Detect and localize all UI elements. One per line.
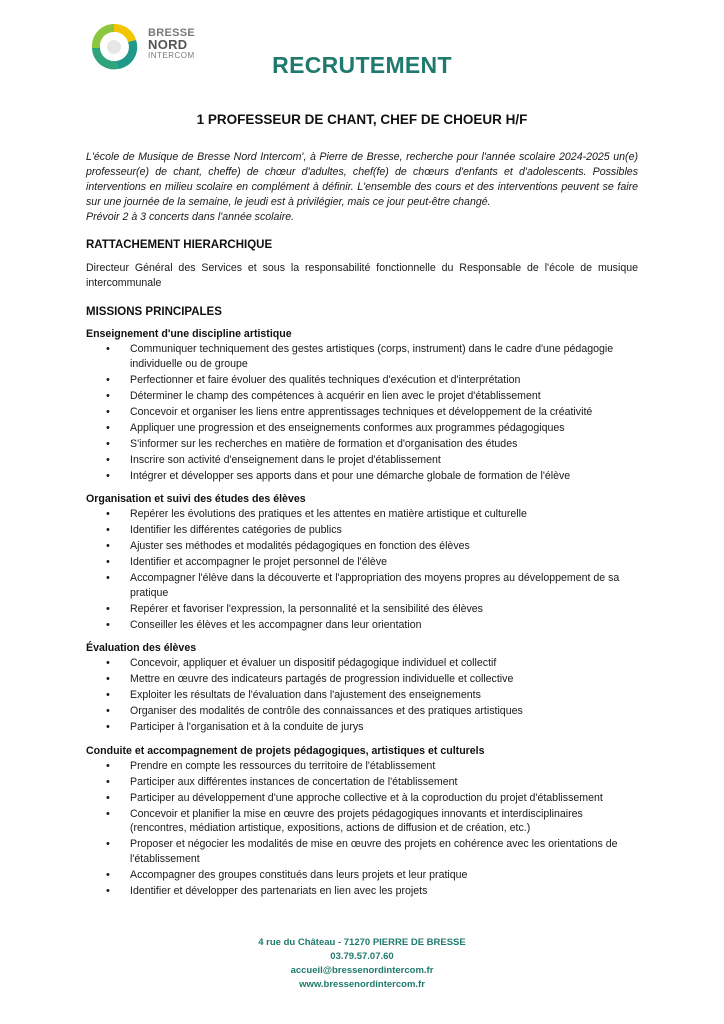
footer-phone: 03.79.57.07.60 (330, 951, 394, 962)
list-item: • Repérer et favoriser l'expression, la personnalité et la sensibilité des élèves (86, 602, 638, 617)
mission-section (86, 328, 638, 483)
list-item: • Identifier et accompagner le projet personnel de l'élève (86, 555, 638, 570)
document-body (86, 150, 638, 908)
rattachement-text: Directeur Général des Services et sous la responsabilité fonctionnelle du Responsable de l'école de musique intercommunale (86, 262, 638, 289)
mission-section (86, 493, 638, 632)
intro-concerts: Prévoir 2 à 3 concerts dans l'année scolaire. (86, 211, 295, 223)
list-item: • Perfectionner et faire évoluer des qualités techniques d'exécution et d'interprétation (86, 373, 638, 388)
mission-list (86, 759, 638, 899)
list-item: • Intégrer et développer ses apports dans et pour une démarche globale de formation de l'élève (86, 469, 638, 484)
list-item: • Concevoir et planifier la mise en œuvre des projets pédagogiques innovants et interdisciplinaires (rencontres, médiation artistique, expositions, actions de diffusion et de création, etc.) (86, 807, 638, 836)
mission-section-title: Évaluation des élèves (86, 642, 197, 654)
list-item: • Identifier les différentes catégories de publics (86, 523, 638, 538)
list-item: • Appliquer une progression et des enseignements conformes aux programmes pédagogiques (86, 421, 638, 436)
page-title: RECRUTEMENT (272, 52, 452, 78)
list-item: • Mettre en œuvre des indicateurs partagés de progression individuelle et collective (86, 672, 638, 687)
logo-text-bresse: BRESSE (148, 27, 196, 39)
list-item: • Participer à l'organisation et à la conduite de jurys (86, 720, 638, 735)
list-item: • Accompagner des groupes constitués dans leurs projets et leur pratique (86, 868, 638, 883)
mission-section-title: Organisation et suivi des études des élèves (86, 493, 306, 505)
list-item: • Concevoir, appliquer et évaluer un dispositif pédagogique individuel et collectif (86, 656, 638, 671)
footer-address: 4 rue du Château - 71270 PIERRE DE BRESSE (258, 937, 466, 948)
list-item: • S'informer sur les recherches en matière de formation et d'organisation des études (86, 437, 638, 452)
intro-paragraph (86, 150, 638, 225)
logo-text-intercom: INTERCOM (148, 51, 195, 60)
list-item: • Organiser des modalités de contrôle des connaissances et des pratiques artistiques (86, 704, 638, 719)
mission-list (86, 507, 638, 632)
list-item: • Prendre en compte les ressources du territoire de l'établissement (86, 759, 638, 774)
rattachement-heading: RATTACHEMENT HIERARCHIQUE (86, 239, 273, 251)
list-item: • Accompagner l'élève dans la découverte et l'appropriation des moyens propres au développement de sa pratique (86, 571, 638, 600)
list-item: • Déterminer le champ des compétences à acquérir en lien avec le projet d'établissement (86, 389, 638, 404)
list-item: • Identifier et développer des partenariats en lien avec les projets (86, 884, 638, 899)
list-item: • Communiquer techniquement des gestes artistiques (corps, instrument) dans le cadre d'une pédagogie individuelle ou de groupe (86, 342, 638, 371)
mission-list (86, 342, 638, 483)
list-item: • Exploiter les résultats de l'évaluation dans l'ajustement des enseignements (86, 688, 638, 703)
footer-email[interactable]: accueil@bressenordintercom.fr (290, 965, 434, 976)
list-item: • Conseiller les élèves et les accompagner dans leur orientation (86, 618, 638, 633)
mission-section (86, 642, 638, 735)
mission-section (86, 745, 638, 899)
list-item: • Concevoir et organiser les liens entre apprentissages techniques et développement de la créativité (86, 405, 638, 420)
mission-section-title: Enseignement d'une discipline artistique (86, 328, 292, 340)
list-item: • Participer aux différentes instances de concertation de l'établissement (86, 775, 638, 790)
footer-contact (0, 936, 724, 992)
logo-text-nord: NORD (148, 37, 188, 52)
list-item: • Ajuster ses méthodes et modalités pédagogiques en fonction des élèves (86, 539, 638, 554)
footer-website[interactable]: www.bressenordintercom.fr (299, 979, 425, 990)
intro-text: L'école de Musique de Bresse Nord Intercom', à Pierre de Bresse, recherche pour l'année scolaire 2024-2025 un(e) professeur(e) de chant, cheffe) de chœur d'adultes, chef(fe) de chœurs d'enfants et d'adolescents. Possibles interventions en milieu scolaire en complément à définir. L'ensemble des cours et des interventions peuvent se faire sur une journée de la semaine, le jeudi est à privilégier, mais ce jour peut-être changé. (86, 151, 638, 208)
list-item: • Proposer et négocier les modalités de mise en œuvre des projets en cohérence avec les orientations de l'établissement (86, 837, 638, 866)
list-item: • Repérer les évolutions des pratiques et les attentes en matière artistique et culturelle (86, 507, 638, 522)
job-title: 1 PROFESSEUR DE CHANT, CHEF DE CHOEUR H/F (196, 112, 528, 127)
mission-section-title: Conduite et accompagnement de projets pédagogiques, artistiques et culturels (86, 744, 485, 757)
missions-heading: MISSIONS PRINCIPALES (86, 306, 222, 318)
list-item: • Inscrire son activité d'enseignement dans le projet d'établissement (86, 453, 638, 468)
list-item: • Participer au développement d'une approche collective et à la coproduction du projet d'établissement (86, 791, 638, 806)
mission-list (86, 656, 638, 735)
